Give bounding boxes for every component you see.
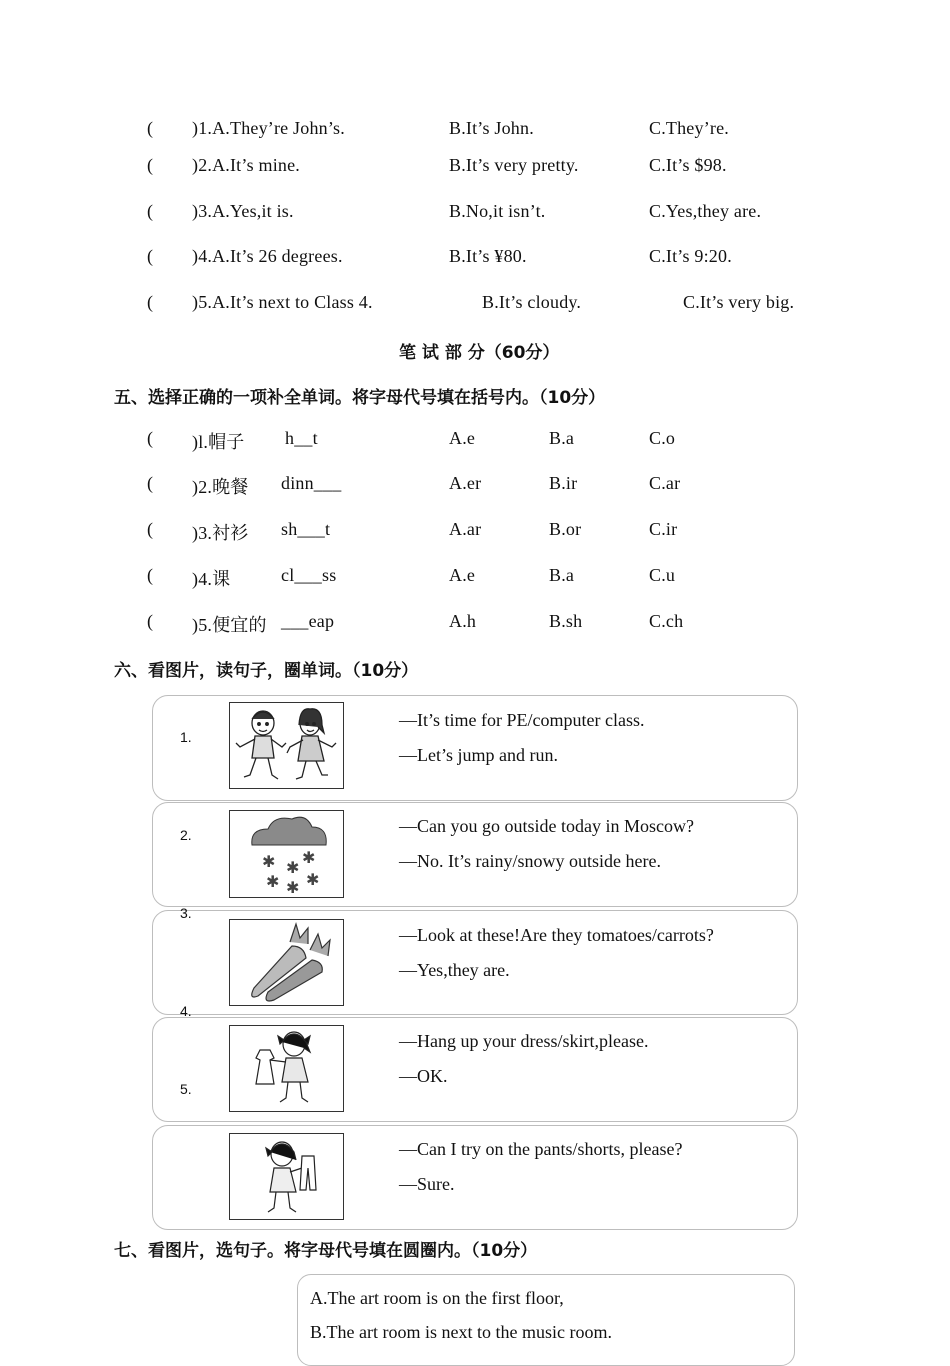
word-3-option-a: A.ar	[449, 519, 482, 539]
word-4-option-c: C.u	[649, 565, 676, 585]
word-4-option-a: A.e	[449, 565, 476, 585]
word-5-meaning: )5.便宜的	[192, 615, 267, 635]
word-5-option-c: C.ch	[649, 611, 684, 631]
question-1-option-c: C.They’re.	[649, 118, 729, 138]
row-1-question: —It’s time for PE/computer class.	[399, 710, 645, 730]
word-4-option-b: B.a	[549, 565, 575, 585]
section6-title: 六、看图片，读句子，圈单词。（10分）	[114, 661, 419, 681]
row-4-answer: —OK.	[399, 1066, 448, 1086]
question-4-option-c: C.It’s 9:20.	[649, 246, 732, 266]
question-1-option-a: )1.A.They’re John’s.	[192, 118, 345, 138]
svg-text:✱: ✱	[286, 878, 300, 897]
row-3-question: —Look at these!Are they tomatoes/carrots?	[399, 925, 714, 945]
item-number: 1.	[180, 729, 192, 745]
answer-paren: (	[147, 428, 153, 448]
word-2-meaning: )2.晚餐	[192, 477, 249, 497]
svg-text:✱: ✱	[286, 858, 300, 877]
answer-paren: (	[147, 519, 153, 539]
svg-text:✱: ✱	[262, 852, 276, 871]
answer-paren: (	[147, 155, 153, 175]
question-4-option-a: )4.A.It’s 26 degrees.	[192, 246, 343, 266]
question-5-option-c: C.It’s very big.	[683, 292, 795, 312]
question-3-option-a: )3.A.Yes,it is.	[192, 201, 294, 221]
word-1-meaning: )l.帽子	[192, 432, 245, 452]
word-1-option-c: C.o	[649, 428, 676, 448]
row-5-answer: —Sure.	[399, 1174, 455, 1194]
question-3-option-c: C.Yes,they are.	[649, 201, 762, 221]
svg-text:✱: ✱	[306, 870, 320, 889]
word-5-option-a: A.h	[449, 611, 477, 631]
row-4-question: —Hang up your dress/skirt,please.	[399, 1031, 649, 1051]
row-1-answer: —Let’s jump and run.	[399, 745, 558, 765]
word-2-option-b: B.ir	[549, 473, 578, 493]
answer-paren: (	[147, 611, 153, 631]
children-running-icon	[229, 702, 344, 789]
item-number: 3.	[180, 905, 192, 921]
word-4-meaning: )4.课	[192, 569, 231, 589]
row-5-question: —Can I try on the pants/shorts, please?	[399, 1139, 683, 1159]
answer-paren: (	[147, 473, 153, 493]
row-2-question: —Can you go outside today in Moscow?	[399, 816, 694, 836]
word-4-blank: cl___ss	[281, 565, 337, 585]
item-number: 5.	[180, 1081, 192, 1097]
carrots-icon	[229, 919, 344, 1006]
girl-with-pants-icon	[229, 1133, 344, 1220]
svg-text:✱: ✱	[266, 872, 280, 891]
question-2-option-c: C.It’s $98.	[649, 155, 727, 175]
word-2-option-c: C.ar	[649, 473, 681, 493]
question-3-option-b: B.No,it isn’t.	[449, 201, 546, 221]
answer-paren: (	[147, 201, 153, 221]
section7-title: 七、看图片，选句子。将字母代号填在圆圈内。（10分）	[114, 1241, 538, 1261]
word-1-option-b: B.a	[549, 428, 575, 448]
question-5-option-b: B.It’s cloudy.	[482, 292, 582, 312]
sentence-option-a: A.The art room is on the first floor,	[310, 1288, 564, 1308]
answer-paren: (	[147, 292, 153, 312]
word-1-blank: h__t	[285, 428, 318, 448]
answer-paren: (	[147, 565, 153, 585]
snow-cloud-icon	[229, 810, 344, 898]
question-4-option-b: B.It’s ¥80.	[449, 246, 527, 266]
sentence-option-b: B.The art room is next to the music room.	[310, 1322, 612, 1342]
word-3-meaning: )3.衬衫	[192, 523, 249, 543]
section5-title: 五、选择正确的一项补全单词。将字母代号填在括号内。（10分）	[114, 388, 606, 408]
row-2-answer: —No. It’s rainy/snowy outside here.	[399, 851, 661, 871]
word-3-option-b: B.or	[549, 519, 582, 539]
answer-paren: (	[147, 246, 153, 266]
row-3-answer: —Yes,they are.	[399, 960, 510, 980]
word-3-blank: sh___t	[281, 519, 331, 539]
written-part-title: 笔 试 部 分（60分）	[399, 343, 560, 363]
word-5-option-b: B.sh	[549, 611, 583, 631]
answer-paren: (	[147, 118, 153, 138]
question-5-option-a: )5.A.It’s next to Class 4.	[192, 292, 373, 312]
girl-with-dress-icon	[229, 1025, 344, 1112]
item-number: 4.	[180, 1003, 192, 1019]
word-3-option-c: C.ir	[649, 519, 678, 539]
question-1-option-b: B.It’s John.	[449, 118, 534, 138]
svg-text:✱: ✱	[302, 848, 316, 867]
word-2-blank: dinn___	[281, 473, 342, 493]
word-5-blank: ___eap	[281, 611, 335, 631]
question-2-option-a: )2.A.It’s mine.	[192, 155, 300, 175]
word-2-option-a: A.er	[449, 473, 482, 493]
item-number: 2.	[180, 827, 192, 843]
question-2-option-b: B.It’s very pretty.	[449, 155, 579, 175]
word-1-option-a: A.e	[449, 428, 476, 448]
